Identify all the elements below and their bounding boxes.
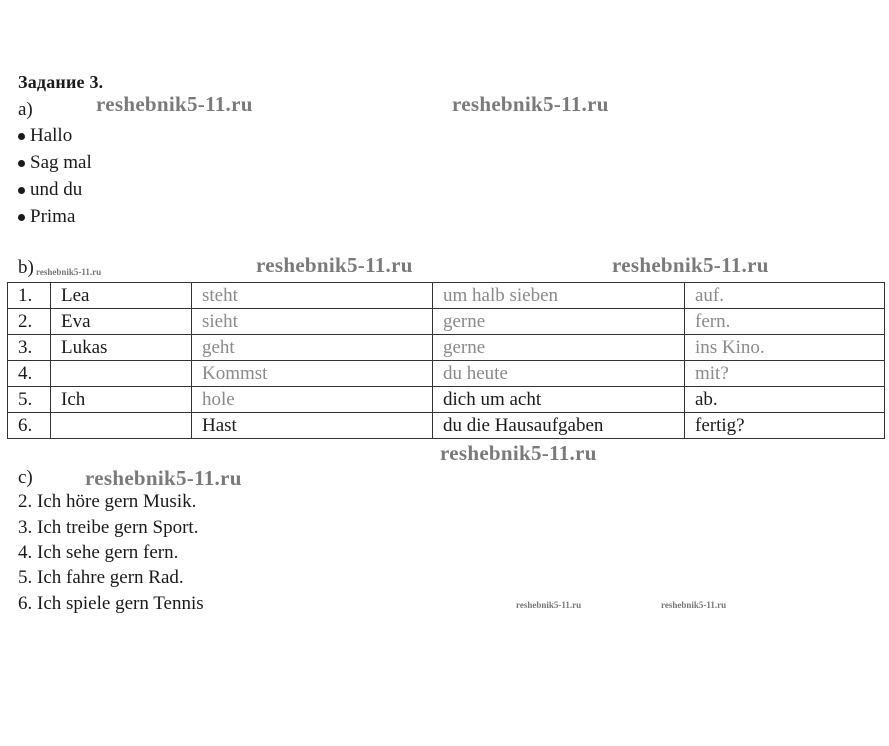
- list-item-text: Sag mal: [30, 152, 92, 173]
- table-row: [8, 387, 885, 413]
- watermark: reshebnik5-11.ru: [36, 267, 102, 277]
- middle-cell: gerne: [433, 335, 685, 361]
- verb-cell: steht: [192, 283, 433, 309]
- subject-cell: Ich: [51, 387, 192, 413]
- sentence: 4. Ich sehe gern fern.: [18, 542, 179, 563]
- part-a-label: a): [18, 99, 33, 120]
- row-number: 4.: [8, 361, 51, 387]
- end-cell: fertig?: [685, 413, 885, 439]
- part-c-label: c): [18, 467, 33, 488]
- verb-cell: geht: [192, 335, 433, 361]
- bullet-icon: [18, 160, 25, 167]
- part-b-label: b): [18, 257, 34, 278]
- end-cell: auf.: [685, 283, 885, 309]
- watermark: reshebnik5-11.ru: [516, 600, 582, 610]
- sentence: 3. Ich treibe gern Sport.: [18, 517, 199, 538]
- bullet-icon: [18, 133, 25, 140]
- middle-cell: du die Hausaufgaben: [433, 413, 685, 439]
- table-row: [8, 335, 885, 361]
- row-number: 2.: [8, 309, 51, 335]
- list-item: [18, 179, 82, 201]
- task-title: Задание 3.: [18, 72, 104, 92]
- list-item: [18, 152, 92, 174]
- verb-cell: hole: [192, 387, 433, 413]
- row-number: 6.: [8, 413, 51, 439]
- end-cell: ins Kino.: [685, 335, 885, 361]
- watermark: reshebnik5-11.ru: [452, 92, 609, 116]
- subject-cell: [51, 361, 192, 387]
- subject-cell: Lea: [51, 283, 192, 309]
- row-number: 5.: [8, 387, 51, 413]
- sentence: 6. Ich spiele gern Tennis: [18, 593, 204, 614]
- watermark: reshebnik5-11.ru: [96, 92, 253, 116]
- middle-cell: du heute: [433, 361, 685, 387]
- watermark: reshebnik5-11.ru: [85, 466, 242, 490]
- list-item-text: Prima: [30, 206, 76, 227]
- list-item: [18, 125, 72, 147]
- row-number: 3.: [8, 335, 51, 361]
- table-row: [8, 361, 885, 387]
- answer-table: [7, 282, 885, 439]
- watermark: reshebnik5-11.ru: [440, 441, 597, 465]
- watermark: reshebnik5-11.ru: [661, 600, 727, 610]
- table-row: [8, 309, 885, 335]
- middle-cell: gerne: [433, 309, 685, 335]
- sentence: 5. Ich fahre gern Rad.: [18, 567, 184, 588]
- subject-cell: Eva: [51, 309, 192, 335]
- bullet-icon: [18, 214, 25, 221]
- end-cell: ab.: [685, 387, 885, 413]
- verb-cell: Hast: [192, 413, 433, 439]
- list-item-text: Hallo: [30, 125, 73, 146]
- table-row: [8, 283, 885, 309]
- subject-cell: [51, 413, 192, 439]
- list-item: [18, 206, 75, 228]
- middle-cell: dich um acht: [433, 387, 685, 413]
- table-row: [8, 413, 885, 439]
- middle-cell: um halb sieben: [433, 283, 685, 309]
- sentence: 2. Ich höre gern Musik.: [18, 491, 197, 512]
- list-item-text: und du: [30, 179, 83, 200]
- verb-cell: sieht: [192, 309, 433, 335]
- row-number: 1.: [8, 283, 51, 309]
- watermark: reshebnik5-11.ru: [612, 253, 769, 277]
- end-cell: mit?: [685, 361, 885, 387]
- verb-cell: Kommst: [192, 361, 433, 387]
- watermark: reshebnik5-11.ru: [256, 253, 413, 277]
- subject-cell: Lukas: [51, 335, 192, 361]
- end-cell: fern.: [685, 309, 885, 335]
- bullet-icon: [18, 187, 25, 194]
